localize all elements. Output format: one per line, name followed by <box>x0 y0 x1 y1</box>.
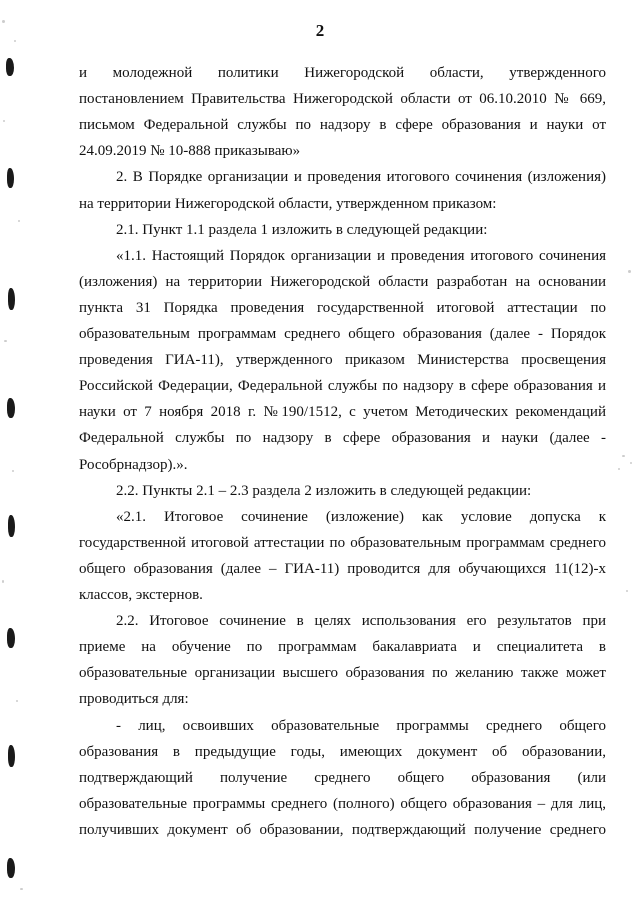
text-line: проведения ГИА-11), утвержденного приказом Министерства просвещения <box>79 352 606 369</box>
text-line: Федеральной службы по надзору в сфере образования и науки (далее - <box>79 430 606 447</box>
text-line: приеме на обучение по программам бакалавриата и специалитета в <box>79 639 606 656</box>
text-line: - лиц, освоивших образовательные программы среднего общего <box>116 717 606 734</box>
text-line: 2. В Порядке организации и проведения итогового сочинения (изложения) <box>116 169 606 186</box>
text-line: «2.1. Итоговое сочинение (изложение) как условие допуска к <box>116 508 606 525</box>
text-line: пункта 31 Порядка проведения государственной итоговой аттестации по <box>79 299 606 316</box>
text-line: государственной итоговой аттестации по образовательным программам среднего <box>79 534 606 551</box>
text-line: науки от 7 ноября 2018 г. №190/1512, с учетом Методических рекомендаций <box>79 404 606 421</box>
text-line: на территории Нижегородской области, утвержденном приказом: <box>79 195 497 212</box>
text-line: образовательные программы среднего (полного) общего образования – для лиц, <box>79 795 606 812</box>
text-line: подтверждающий получение среднего общего образования (или <box>79 769 606 786</box>
text-line: проводиться для: <box>79 691 189 708</box>
page-number: 2 <box>315 21 325 40</box>
text-line: Рособрнадзор).». <box>79 456 188 473</box>
text-line: классов, экстернов. <box>79 587 203 603</box>
text-line: 2.2. Пункты 2.1 – 2.3 раздела 2 изложить в следующей редакции: <box>116 482 532 499</box>
text-line: получивших документ об образовании, подтверждающий получение среднего <box>79 821 606 838</box>
text-line: (изложения) на территории Нижегородской области разработан на основании <box>79 273 606 290</box>
text-line: общего образования (далее – ГИА-11) проводится для обучающихся 11(12)-х <box>79 560 606 577</box>
text-line: 24.09.2019 № 10-888 приказываю» <box>79 143 301 160</box>
text-line: 2.1. Пункт 1.1 раздела 1 изложить в следующей редакции: <box>116 221 488 238</box>
text-line: письмом Федеральной службы по надзору в сфере образования и науки от <box>79 117 606 134</box>
text-line: «1.1. Настоящий Порядок организации и проведения итогового сочинения <box>116 247 606 264</box>
text-line: постановлением Правительства Нижегородской области от 06.10.2010 № 669, <box>79 91 606 108</box>
text-line: образования в предыдущие годы, имеющих документ об образовании, <box>79 743 606 760</box>
text-line: образовательным программам среднего общего образования (далее - Порядок <box>79 326 606 342</box>
text-line: 2.2. Итоговое сочинение в целях использования его результатов при <box>116 613 606 630</box>
text-line: образовательные организации высшего образования по желанию также может <box>79 665 606 682</box>
text-line: и молодежной политики Нижегородской области, утвержденного <box>79 65 606 81</box>
text-line: Российской Федерации, Федеральной службы по надзору в сфере образования и <box>79 378 606 395</box>
